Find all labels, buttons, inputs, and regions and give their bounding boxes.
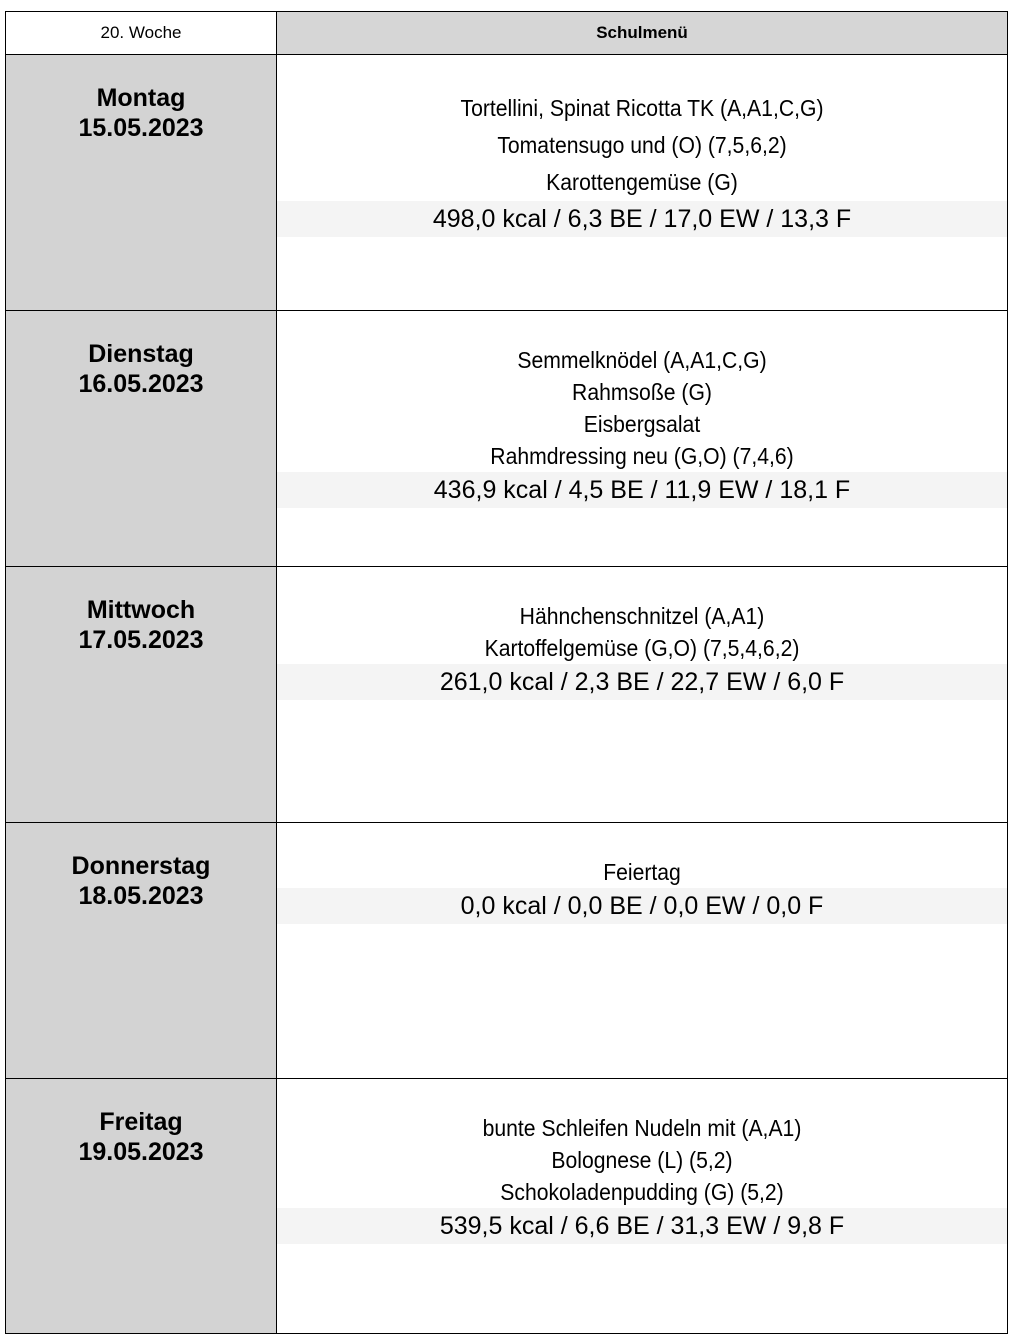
dish-line: Tortellini, Spinat Ricotta TK (A,A1,C,G) [460, 95, 824, 121]
menu-cell [277, 823, 1008, 1079]
day-cell [6, 311, 277, 567]
dish-line: Hähnchenschnitzel (A,A1) [519, 603, 765, 629]
day-date: 16.05.2023 [78, 370, 204, 398]
weekly-menu-table [5, 11, 1008, 1334]
day-name: Freitag [99, 1108, 183, 1136]
dish-line: Tomatensugo und (O) (7,5,6,2) [497, 132, 787, 158]
day-row [6, 567, 1008, 823]
day-row [6, 1079, 1008, 1334]
day-name: Donnerstag [71, 852, 211, 880]
day-cell [6, 823, 277, 1079]
nutrition-info: 436,9 kcal / 4,5 BE / 11,9 EW / 18,1 F [277, 472, 1007, 508]
day-row [6, 55, 1008, 311]
day-date: 17.05.2023 [78, 626, 204, 654]
menu-cell [277, 567, 1008, 823]
day-cell [6, 567, 277, 823]
menu-cell [277, 1079, 1008, 1334]
menu-cell [277, 55, 1008, 311]
day-row [6, 311, 1008, 567]
day-name: Dienstag [88, 340, 194, 368]
dish-line: Semmelknödel (A,A1,C,G) [517, 347, 767, 373]
dish-line: Karottengemüse (G) [546, 169, 738, 195]
menu-cell [277, 311, 1008, 567]
menu-title: Schulmenü [277, 12, 1008, 55]
dish-line: Bolognese (L) (5,2) [551, 1147, 733, 1173]
dish-line: Schokoladenpudding (G) (5,2) [500, 1179, 784, 1205]
nutrition-info: 261,0 kcal / 2,3 BE / 22,7 EW / 6,0 F [277, 664, 1007, 700]
day-cell [6, 55, 277, 311]
day-row [6, 823, 1008, 1079]
week-label: 20. Woche [6, 12, 277, 55]
nutrition-info: 0,0 kcal / 0,0 BE / 0,0 EW / 0,0 F [277, 888, 1007, 924]
dish-line: bunte Schleifen Nudeln mit (A,A1) [482, 1115, 802, 1141]
dish-line: Rahmdressing neu (G,O) (7,4,6) [490, 443, 794, 469]
day-name: Mittwoch [86, 596, 196, 624]
dish-line: Feiertag [603, 859, 681, 885]
day-date: 19.05.2023 [78, 1138, 204, 1166]
day-date: 18.05.2023 [78, 882, 204, 910]
nutrition-info: 498,0 kcal / 6,3 BE / 17,0 EW / 13,3 F [277, 201, 1007, 237]
nutrition-info: 539,5 kcal / 6,6 BE / 31,3 EW / 9,8 F [277, 1208, 1007, 1244]
day-date: 15.05.2023 [78, 114, 204, 142]
dish-line: Eisbergsalat [583, 411, 701, 437]
table-header-row [6, 12, 1008, 55]
dish-line: Kartoffelgemüse (G,O) (7,5,4,6,2) [484, 635, 800, 661]
dish-line: Rahmsoße (G) [572, 379, 712, 405]
day-name: Montag [96, 84, 186, 112]
day-cell [6, 1079, 277, 1334]
